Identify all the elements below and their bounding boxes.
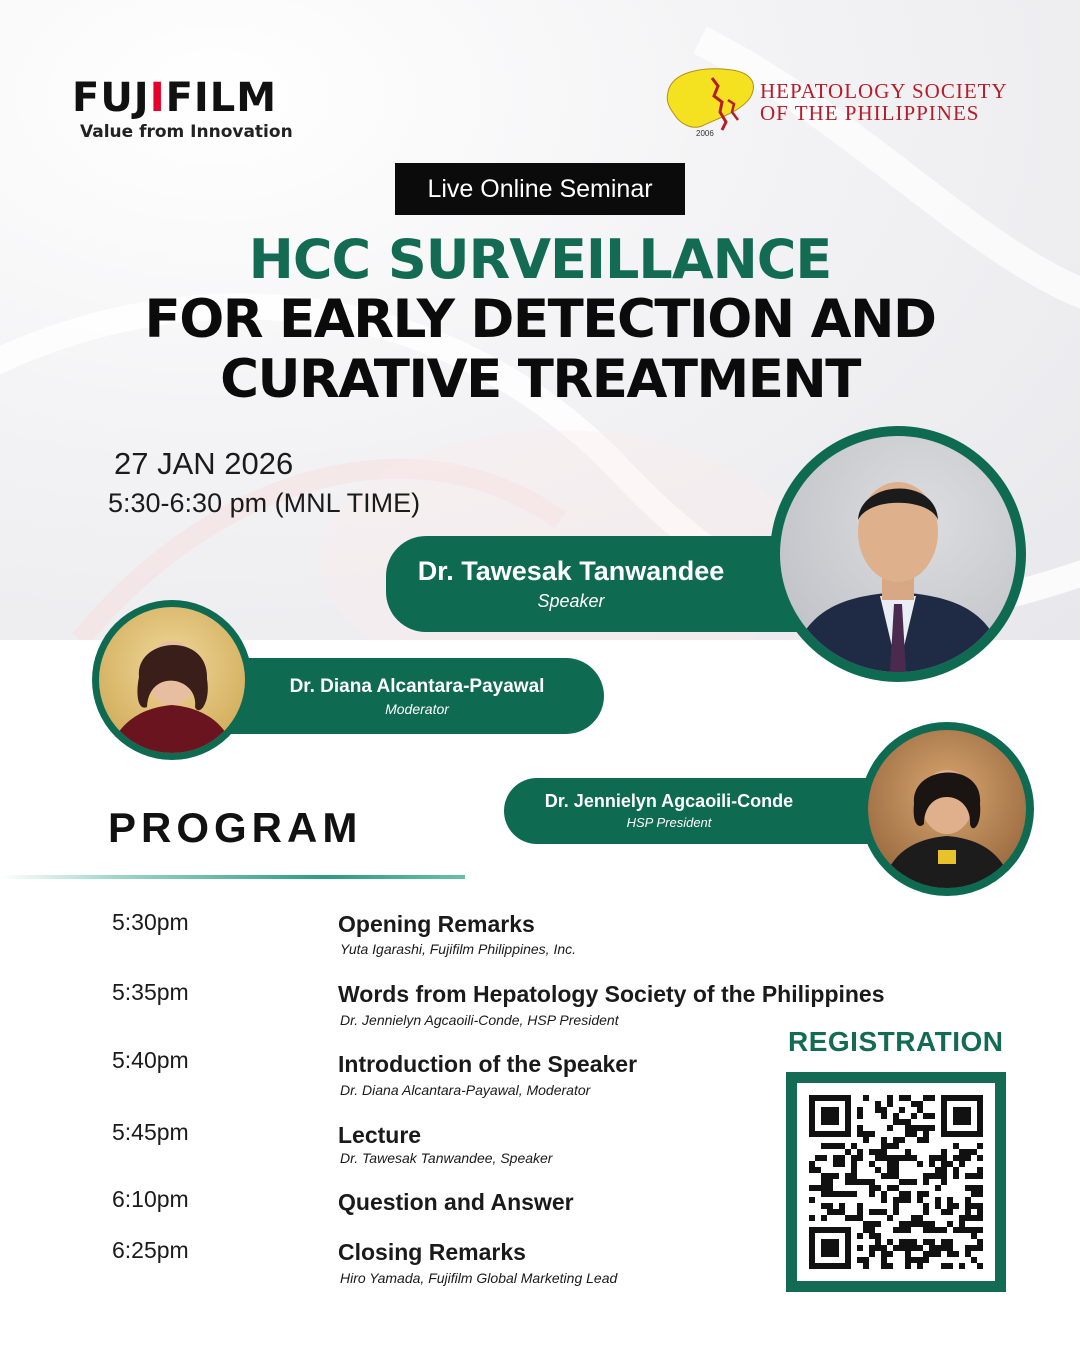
- qr-code-icon: [797, 1083, 995, 1281]
- program-title: Lecture: [338, 1122, 422, 1148]
- president-name-pill: Dr. Jennielyn Agcaoili-Conde HSP President: [504, 778, 924, 844]
- liver-map-emblem-icon: [662, 62, 762, 142]
- event-date: 27 JAN 2026: [114, 446, 294, 481]
- program-title: Words from Hepatology Society of the Philippines: [338, 981, 885, 1007]
- fujifilm-wordmark: FUJIFILM: [72, 75, 278, 121]
- program-title: Opening Remarks: [338, 911, 535, 937]
- live-online-seminar-badge: Live Online Seminar: [395, 163, 685, 215]
- program-subtitle: Dr. Jennielyn Agcaoili-Conde, HSP President: [340, 1012, 619, 1028]
- moderator-portrait-icon: [99, 607, 245, 753]
- registration-qr-code[interactable]: [786, 1072, 1006, 1292]
- program-time: 6:10pm: [112, 1186, 189, 1212]
- president-portrait-icon: [868, 730, 1026, 888]
- president-photo: [860, 722, 1034, 896]
- title-line-1: HCC SURVEILLANCE: [248, 228, 832, 291]
- program-time: 5:45pm: [112, 1119, 189, 1145]
- program-divider: [0, 875, 465, 879]
- program-time: 6:25pm: [112, 1237, 189, 1263]
- moderator-name-pill: Dr. Diana Alcantara-Payawal Moderator: [170, 658, 604, 734]
- hsp-logo: [662, 62, 1008, 147]
- speaker-photo: [770, 426, 1026, 682]
- hsp-name: HEPATOLOGY SOCIETY OF THE PHILIPPINES: [760, 79, 1008, 125]
- program-heading: PROGRAM: [108, 804, 363, 851]
- program-subtitle: Dr. Tawesak Tanwandee, Speaker: [340, 1150, 553, 1166]
- registration-label: REGISTRATION: [788, 1026, 1004, 1057]
- speaker-portrait-icon: [780, 436, 1016, 672]
- qr-finder-square: [821, 1107, 839, 1125]
- program-subtitle: Dr. Diana Alcantara-Payawal, Moderator: [340, 1082, 591, 1098]
- moderator-photo: [92, 600, 252, 760]
- program-time: 5:40pm: [112, 1047, 189, 1073]
- fujifilm-tagline: Value from Innovation: [80, 122, 293, 142]
- event-time: 5:30-6:30 pm (MNL TIME): [108, 488, 421, 518]
- program-title: Closing Remarks: [338, 1239, 526, 1265]
- qr-finder-square: [821, 1239, 839, 1257]
- program-subtitle: Hiro Yamada, Fujifilm Global Marketing Lead: [340, 1270, 618, 1286]
- program-subtitle: Yuta Igarashi, Fujifilm Philippines, Inc.: [340, 941, 577, 957]
- svg-text:2006: 2006: [696, 129, 714, 138]
- program-time: 5:30pm: [112, 909, 189, 935]
- program-title: Introduction of the Speaker: [338, 1051, 638, 1077]
- title-main: FOR EARLY DETECTION AND CURATIVE TREATMENT: [144, 289, 936, 410]
- qr-finder-square: [953, 1107, 971, 1125]
- program-time: 5:35pm: [112, 979, 189, 1005]
- program-title: Question and Answer: [338, 1189, 574, 1215]
- fujifilm-logo: [72, 75, 293, 142]
- speaker-name-pill: Dr. Tawesak Tanwandee Speaker: [386, 536, 846, 632]
